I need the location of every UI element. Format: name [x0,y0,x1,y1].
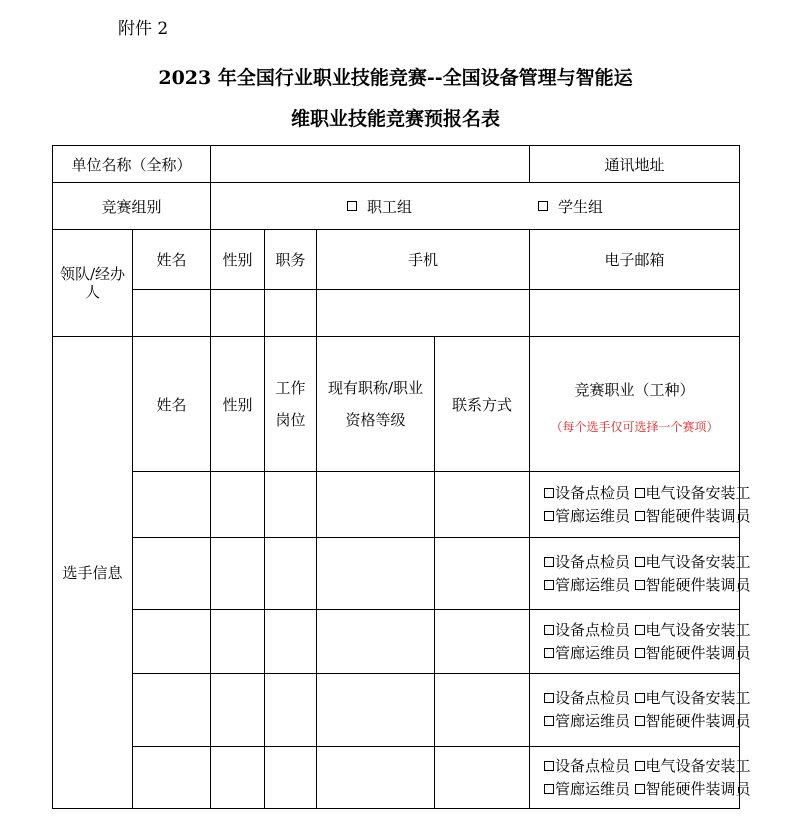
player-title-field[interactable] [317,747,435,809]
player-gender-field[interactable] [211,747,265,809]
occupation-option[interactable]: 设备点检员 [540,551,635,574]
player-col-post: 工作 岗位 [265,337,317,472]
player-post-field[interactable] [265,674,317,747]
group-label: 竞赛组别 [53,183,211,230]
checkbox-icon[interactable] [544,580,554,590]
player-col-occupation: 竞赛职业（工种） （每个选手仅可选择一个赛项） [530,337,740,472]
player-row [53,610,740,674]
player-gender-field[interactable] [211,472,265,538]
checkbox-icon[interactable] [544,761,554,771]
player-col-title: 现有职称/职业 资格等级 [317,337,435,472]
player-col-gender: 性别 [211,337,265,472]
checkbox-icon[interactable] [544,488,554,498]
occupation-option[interactable]: 管廊运维员 [540,642,635,665]
player-row [53,472,740,538]
player-contact-field[interactable] [435,472,530,538]
occupation-option[interactable]: 设备点检员 [540,619,635,642]
player-title-field[interactable] [317,472,435,538]
player-row [53,747,740,809]
player-contact-field[interactable] [435,674,530,747]
player-contact-field[interactable] [435,747,530,809]
checkbox-icon[interactable] [635,557,645,567]
occupation-option[interactable]: 智能硬件装调员 [635,778,730,801]
player-name-field[interactable] [133,472,211,538]
occupation-options [530,538,751,610]
occupation-options [530,610,751,674]
checkbox-icon[interactable] [544,648,554,658]
players-label: 选手信息 [53,337,133,809]
occupation-option[interactable]: 电气设备安装工 [635,551,730,574]
player-contact-field[interactable] [435,610,530,674]
checkbox-icon[interactable] [635,648,645,658]
leader-col-name: 姓名 [133,230,211,290]
checkbox-icon[interactable] [635,784,645,794]
occupation-option[interactable]: 管廊运维员 [540,505,635,528]
checkbox-icon[interactable] [544,557,554,567]
leader-col-position: 职务 [265,230,317,290]
checkbox-icon[interactable] [635,625,645,635]
occupation-option[interactable]: 设备点检员 [540,687,635,710]
attachment-label: 附件 2 [118,19,169,39]
checkbox-icon[interactable] [538,201,548,211]
occupation-note: （每个选手仅可选择一个赛项） [550,419,719,434]
address-label: 通讯地址 [530,146,740,183]
checkbox-icon[interactable] [635,580,645,590]
player-col-name: 姓名 [133,337,211,472]
player-col-contact: 联系方式 [435,337,530,472]
occupation-option[interactable]: 电气设备安装工 [635,482,730,505]
checkbox-icon[interactable] [635,693,645,703]
player-post-field[interactable] [265,538,317,610]
group-option-worker[interactable]: 职工组 [347,196,412,217]
occupation-option[interactable]: 智能硬件装调员 [635,710,730,733]
checkbox-icon[interactable] [544,784,554,794]
player-row [53,674,740,747]
occupation-option[interactable]: 智能硬件装调员 [635,642,730,665]
group-options [211,183,740,230]
checkbox-icon[interactable] [544,716,554,726]
player-name-field[interactable] [133,610,211,674]
player-post-field[interactable] [265,747,317,809]
leader-name-field[interactable] [133,290,211,337]
checkbox-icon[interactable] [544,693,554,703]
leader-col-email: 电子邮箱 [530,230,740,290]
form-title-line-1: 2023 年全国行业职业技能竞赛--全国设备管理与智能运 [158,67,633,89]
player-post-field[interactable] [265,610,317,674]
occupation-option[interactable]: 设备点检员 [540,755,635,778]
occupation-option[interactable]: 智能硬件装调员 [635,505,730,528]
occupation-option[interactable]: 管廊运维员 [540,574,635,597]
occupation-option[interactable]: 设备点检员 [540,482,635,505]
player-name-field[interactable] [133,674,211,747]
checkbox-icon[interactable] [544,511,554,521]
occupation-option[interactable]: 智能硬件装调员 [635,574,730,597]
player-gender-field[interactable] [211,610,265,674]
form-title-line-2: 维职业技能竞赛预报名表 [290,108,500,130]
leader-email-field[interactable] [530,290,740,337]
leader-position-field[interactable] [265,290,317,337]
checkbox-icon[interactable] [544,625,554,635]
occupation-options [530,747,751,809]
occupation-option[interactable]: 电气设备安装工 [635,755,730,778]
player-title-field[interactable] [317,610,435,674]
occupation-option[interactable]: 电气设备安装工 [635,687,730,710]
checkbox-icon[interactable] [635,761,645,771]
checkbox-icon[interactable] [635,511,645,521]
unit-name-field[interactable] [211,146,530,183]
leader-col-mobile: 手机 [317,230,530,290]
occupation-options [530,674,751,747]
player-post-field[interactable] [265,472,317,538]
checkbox-icon[interactable] [347,201,357,211]
leader-mobile-field[interactable] [317,290,530,337]
player-title-field[interactable] [317,538,435,610]
occupation-option[interactable]: 电气设备安装工 [635,619,730,642]
leader-col-gender: 性别 [211,230,265,290]
occupation-option[interactable]: 管廊运维员 [540,778,635,801]
player-name-field[interactable] [133,747,211,809]
player-gender-field[interactable] [211,538,265,610]
unit-name-label: 单位名称（全称） [53,146,211,183]
player-contact-field[interactable] [435,538,530,610]
player-name-field[interactable] [133,538,211,610]
checkbox-icon[interactable] [635,716,645,726]
checkbox-icon[interactable] [635,488,645,498]
player-title-field[interactable] [317,674,435,747]
registration-form-table [52,145,751,809]
occupation-option[interactable]: 管廊运维员 [540,710,635,733]
player-gender-field[interactable] [211,674,265,747]
player-row [53,538,740,610]
group-option-student[interactable]: 学生组 [538,196,603,217]
occupation-options [530,472,751,538]
leader-label: 领队/经办人 [53,230,133,337]
leader-gender-field[interactable] [211,290,265,337]
